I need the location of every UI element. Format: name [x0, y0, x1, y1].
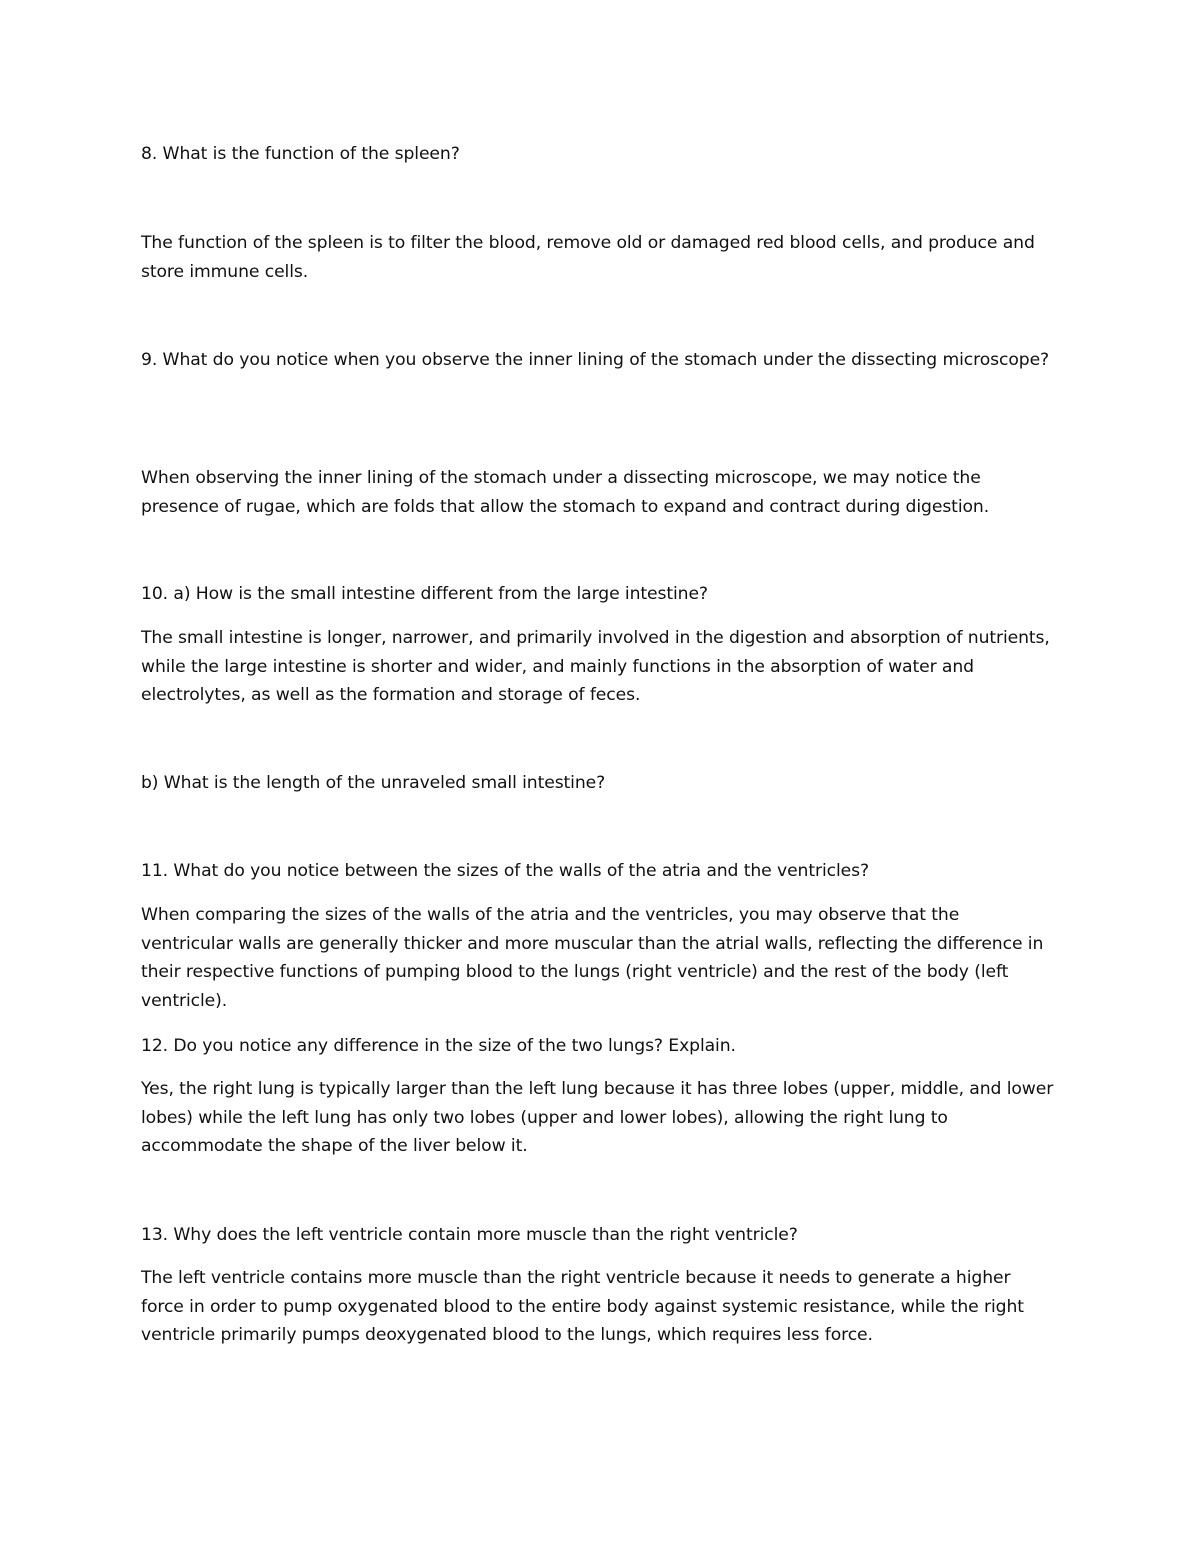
question-9: 9. What do you notice when you observe the inner lining of the stomach under the dissecting microscope?: [141, 350, 1050, 370]
answer-10a: The small intestine is longer, narrower, and primarily involved in the digestion and absorption of nutrients, while the large intestine is shorter and wider, and mainly functions in the absorption of water and electrolytes, as well as the formation and storage of feces.: [141, 628, 1050, 706]
question-10a: 10. a) How is the small intestine different from the large intestine?: [141, 584, 708, 604]
answer-8: The function of the spleen is to filter the blood, remove old or damaged red blood cells, and produce and store immune cells.: [141, 233, 1035, 282]
answer-13: The left ventricle contains more muscle than the right ventricle because it needs to generate a higher force in order to pump oxygenated blood to the entire body against systemic resistance, while the right ventricle primarily pumps deoxygenated blood to the lungs, which requires less force.: [141, 1268, 1024, 1346]
answer-9: When observing the inner lining of the stomach under a dissecting microscope, we may notice the presence of rugae, which are folds that allow the stomach to expand and contract during digestion.: [141, 468, 990, 517]
answer-11: When comparing the sizes of the walls of the atria and the ventricles, you may observe that the ventricular walls are generally thicker and more muscular than the atrial walls, reflecting the difference in their respective functions of pumping blood to the lungs (right ventricle) and the rest of the body (left ventricle).: [141, 905, 1044, 1011]
question-10b: b) What is the length of the unraveled small intestine?: [141, 773, 606, 793]
question-11: 11. What do you notice between the sizes of the walls of the atria and the ventricles?: [141, 861, 869, 881]
answer-12: Yes, the right lung is typically larger than the left lung because it has three lobes (upper, middle, and lower lobes) while the left lung has only two lobes (upper and lower lobes), allowing the right lung to accommodate the shape of the liver below it.: [141, 1079, 1054, 1157]
question-12: 12. Do you notice any difference in the size of the two lungs? Explain.: [141, 1036, 736, 1056]
question-8: 8. What is the function of the spleen?: [141, 144, 460, 164]
question-13: 13. Why does the left ventricle contain more muscle than the right ventricle?: [141, 1225, 798, 1245]
